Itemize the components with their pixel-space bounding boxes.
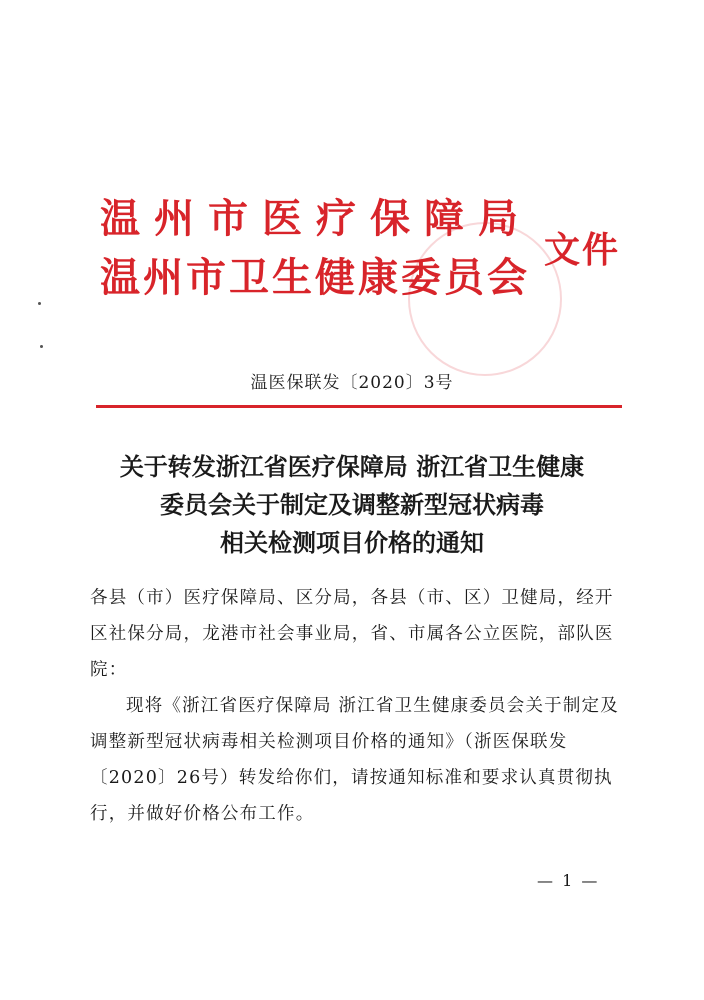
scan-speck: [38, 302, 41, 305]
recipients-paragraph: 各县（市）医疗保障局、区分局，各县（市、区）卫健局，经开区社保分局，龙港市社会事业局，省、市属各公立医院，部队医院：: [90, 588, 614, 680]
page-number: — 1 —: [537, 871, 600, 890]
scan-speck: [40, 345, 43, 348]
main-paragraph: 现将《浙江省医疗保障局 浙江省卫生健康委员会关于制定及调整新型冠状病毒相关检测项目价格的通知》（浙医保联发〔2020〕26号）转发给你们，请按通知标准和要求认真贯彻执行，并做好价格公布工作。: [90, 696, 619, 824]
red-divider-line: [96, 405, 622, 408]
document-body: [90, 580, 630, 832]
document-word: 文件: [544, 229, 621, 271]
title-line3: 相关检测项目价格的通知: [220, 528, 484, 557]
title-line1: 关于转发浙江省医疗保障局 浙江省卫生健康: [119, 452, 585, 481]
document-number: 温医保联发〔2020〕3号: [250, 373, 454, 393]
title-line2: 委员会关于制定及调整新型冠状病毒: [160, 490, 544, 519]
document-title: [60, 448, 644, 562]
issuer-name-line1: 温州市医疗保障局: [100, 195, 532, 242]
issuer-name-line2: 温州市卫生健康委员会: [100, 254, 530, 301]
